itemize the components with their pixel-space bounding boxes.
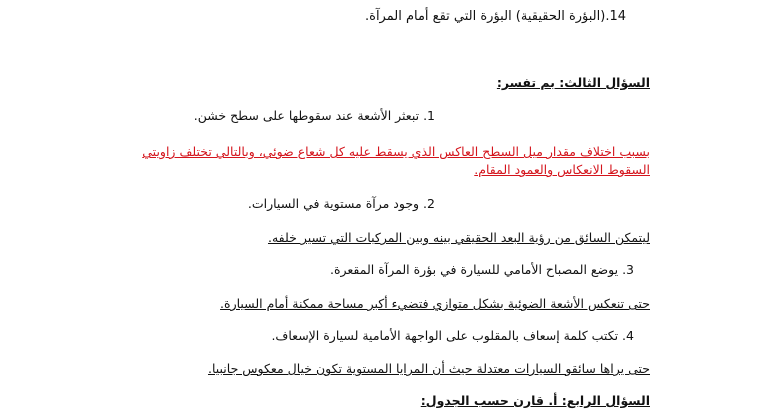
question-3-item-3: 3. يوضع المصباح الأمامي للسيارة في بؤرة المرآة المقعرة. (329, 262, 634, 277)
answer-3-1-line-1: بسبب اختلاف مقدار ميل السطح العاكس الذي يسقط عليه كل شعاع ضوئي، وبالتالي تختلف زاويتي (142, 144, 650, 159)
question-3-item-4: 4. تكتب كلمة إسعاف بالمقلوب على الواجهة الأمامية لسيارة الإسعاف. (271, 328, 634, 343)
answer-14-definition: 14.(البؤرة الحقيقية) البؤرة التي تقع أمام المرآة. (365, 9, 626, 24)
question-3-item-2: 2. وجود مرآة مستوية في السيارات. (247, 196, 435, 211)
question-4-heading: السؤال الرابع: أ. قارن حسب الجدول: (420, 393, 650, 408)
answer-3-2: ليتمكن السائق من رؤية البعد الحقيقي بينه وبين المركبات التي تسير خلفه. (267, 230, 650, 245)
question-3-heading: السؤال الثالث: بم تفسر: (496, 75, 650, 90)
question-3-item-1: 1. تبعثر الأشعة عند سقوطها على سطح خشن. (193, 108, 435, 123)
answer-3-3: حتى تنعكس الأشعة الضوئية بشكل متوازي فتضيء أكبر مساحة ممكنة أمام السيارة. (220, 296, 650, 311)
answer-3-4: حتى يراها سائقو السيارات معتدلة حيث أن المرايا المستوية تكون خيال معكوس جانبيا. (207, 361, 650, 376)
answer-3-1-line-2: السقوط الانعكاس والعمود المقام. (474, 162, 650, 177)
